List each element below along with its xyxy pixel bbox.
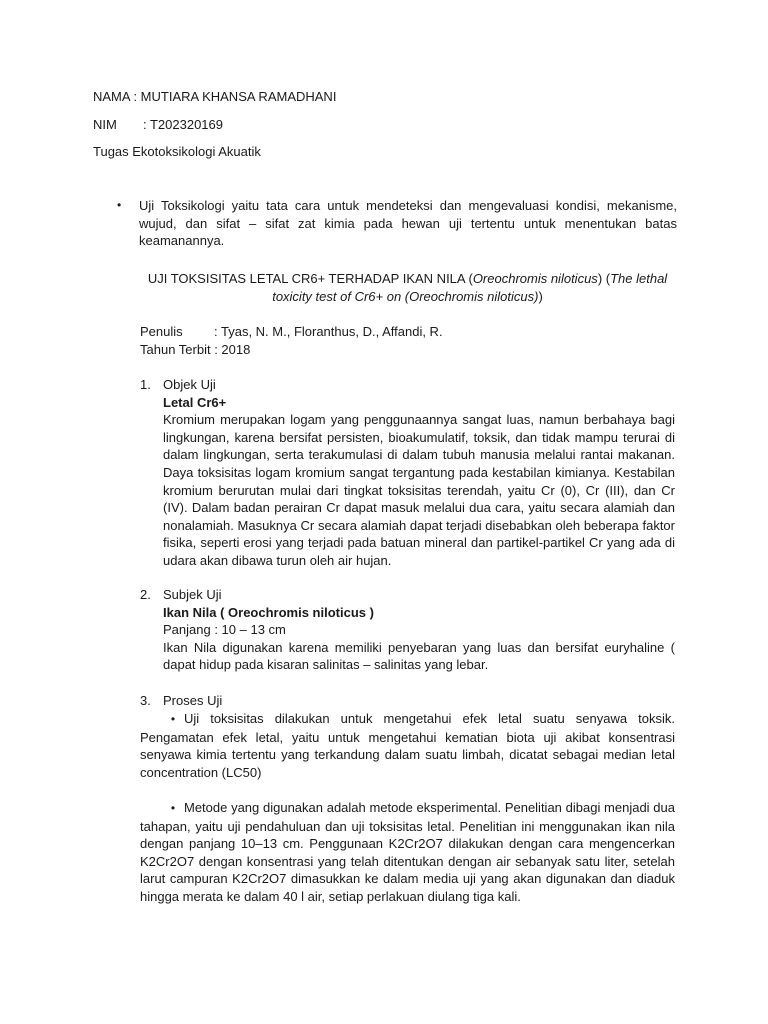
article-title	[140, 270, 675, 305]
section-subheading: Ikan Nila ( Oreochromis niloticus )	[163, 604, 374, 620]
title-close: )	[538, 288, 543, 304]
section-body-text: Kromium merupakan logam yang penggunaannya sangat luas, namun berbahaya bagi lingkungan, karena bersifat persisten, bioakumulatif, toksik, dan tidak mampu terurai di dalam lingkungan, serta terakumulasi di dalam tubuh manusia melalui rantai makanan. Daya toksisitas logam kromium sangat tergantung pada kestabilan kimianya. Kestabilan kromium berurutan mulai dari tingkat toksisitas terendah, yaitu Cr (0), Cr (III), dan Cr (IV). Dalam badan perairan Cr dapat masuk melalui dua cara, yaitu secara alamiah dan nonalamiah. Masuknya Cr secara alamiah dapat terjadi disebabkan oleh beberapa faktor fisika, seperti erosi yang terjadi pada batuan mineral dan partikel-partikel Cr yang ada di udara akan dibawa turun oleh air hujan.	[163, 412, 675, 568]
course-title: Tugas Ekotoksikologi Akuatik	[93, 144, 261, 159]
author-line	[140, 323, 443, 341]
title-english: The lethal toxicity test of Cr6+ on (Oreochromis niloticus)	[272, 271, 668, 304]
bullet-icon: •	[117, 198, 122, 212]
fish-size: Panjang : 10 – 13 cm	[163, 622, 286, 638]
nim-label: NIM	[93, 117, 117, 132]
publish-year: Tahun Terbit : 2018	[140, 342, 251, 357]
section-heading: Proses Uji	[163, 693, 223, 708]
proses-paragraph-2	[140, 799, 675, 906]
section-number: 2.	[140, 587, 151, 602]
author-value: : Tyas, N. M., Floranthus, D., Affandi, R.	[214, 324, 443, 339]
section-heading: Subjek Uji	[163, 587, 222, 602]
section-number: 3.	[140, 693, 151, 708]
student-id	[93, 116, 223, 134]
proses-text: Uji toksisitas dilakukan untuk mengetahui efek letal suatu senyawa toksik. Pengamatan efek letal, yaitu untuk mengetahui kematian biota uji akibat konsentrasi senyawa kimia tertentu yang terkandung dalam suatu limbah, dicatat sebagai median letal concentration (LC50)	[140, 711, 675, 780]
title-sep: ) (	[597, 271, 611, 286]
title-main: UJI TOKSISITAS LETAL CR6+ TERHADAP IKAN NILA (	[147, 271, 473, 286]
proses-paragraph-1	[140, 710, 675, 781]
student-name: NAMA : MUTIARA KHANSA RAMADHANI	[93, 89, 337, 104]
intro-bullet	[117, 197, 677, 250]
section-subjek-uji	[140, 586, 675, 674]
intro-text: Uji Toksikologi yaitu tata cara untuk mendeteksi dan mengevaluasi kondisi, mekanisme, wujud, dan sifat – sifat zat kimia pada hewan uji tertentu untuk menentukan batas keamanannya.	[139, 198, 677, 249]
author-label: Penulis	[140, 324, 183, 339]
bullet-icon: •	[170, 712, 176, 726]
section-objek-uji	[140, 376, 675, 570]
section-heading: Objek Uji	[163, 377, 216, 392]
proses-text: Metode yang digunakan adalah metode eksperimental. Penelitian dibagi menjadi dua tahapan, yaitu uji pendahuluan dan uji toksisitas letal. Penelitian ini menggunakan ikan nila dengan panjang 10–13 cm. Penggunaan K2Cr2O7 dilakukan dengan cara mengencerkan K2Cr2O7 dengan konsentrasi yang telah ditentukan dengan air sebanyak satu liter, setelah larut campuran K2Cr2O7 dimasukkan ke dalam media uji yang akan digunakan dan diaduk hingga merata ke dalam 40 l air, setiap perlakuan diulang tiga kali.	[140, 800, 675, 904]
section-number: 1.	[140, 377, 151, 392]
title-species: Oreochromis niloticus	[472, 271, 598, 286]
bullet-icon: •	[170, 801, 176, 815]
section-subheading: Letal Cr6+	[163, 394, 227, 410]
section-proses-uji	[140, 692, 675, 710]
nim-value: : T202320169	[143, 117, 223, 132]
section-body-text: Ikan Nila digunakan karena memiliki penyebaran yang luas dan bersifat euryhaline ( dapat hidup pada kisaran salinitas – salinitas yang lebar.	[163, 639, 675, 673]
